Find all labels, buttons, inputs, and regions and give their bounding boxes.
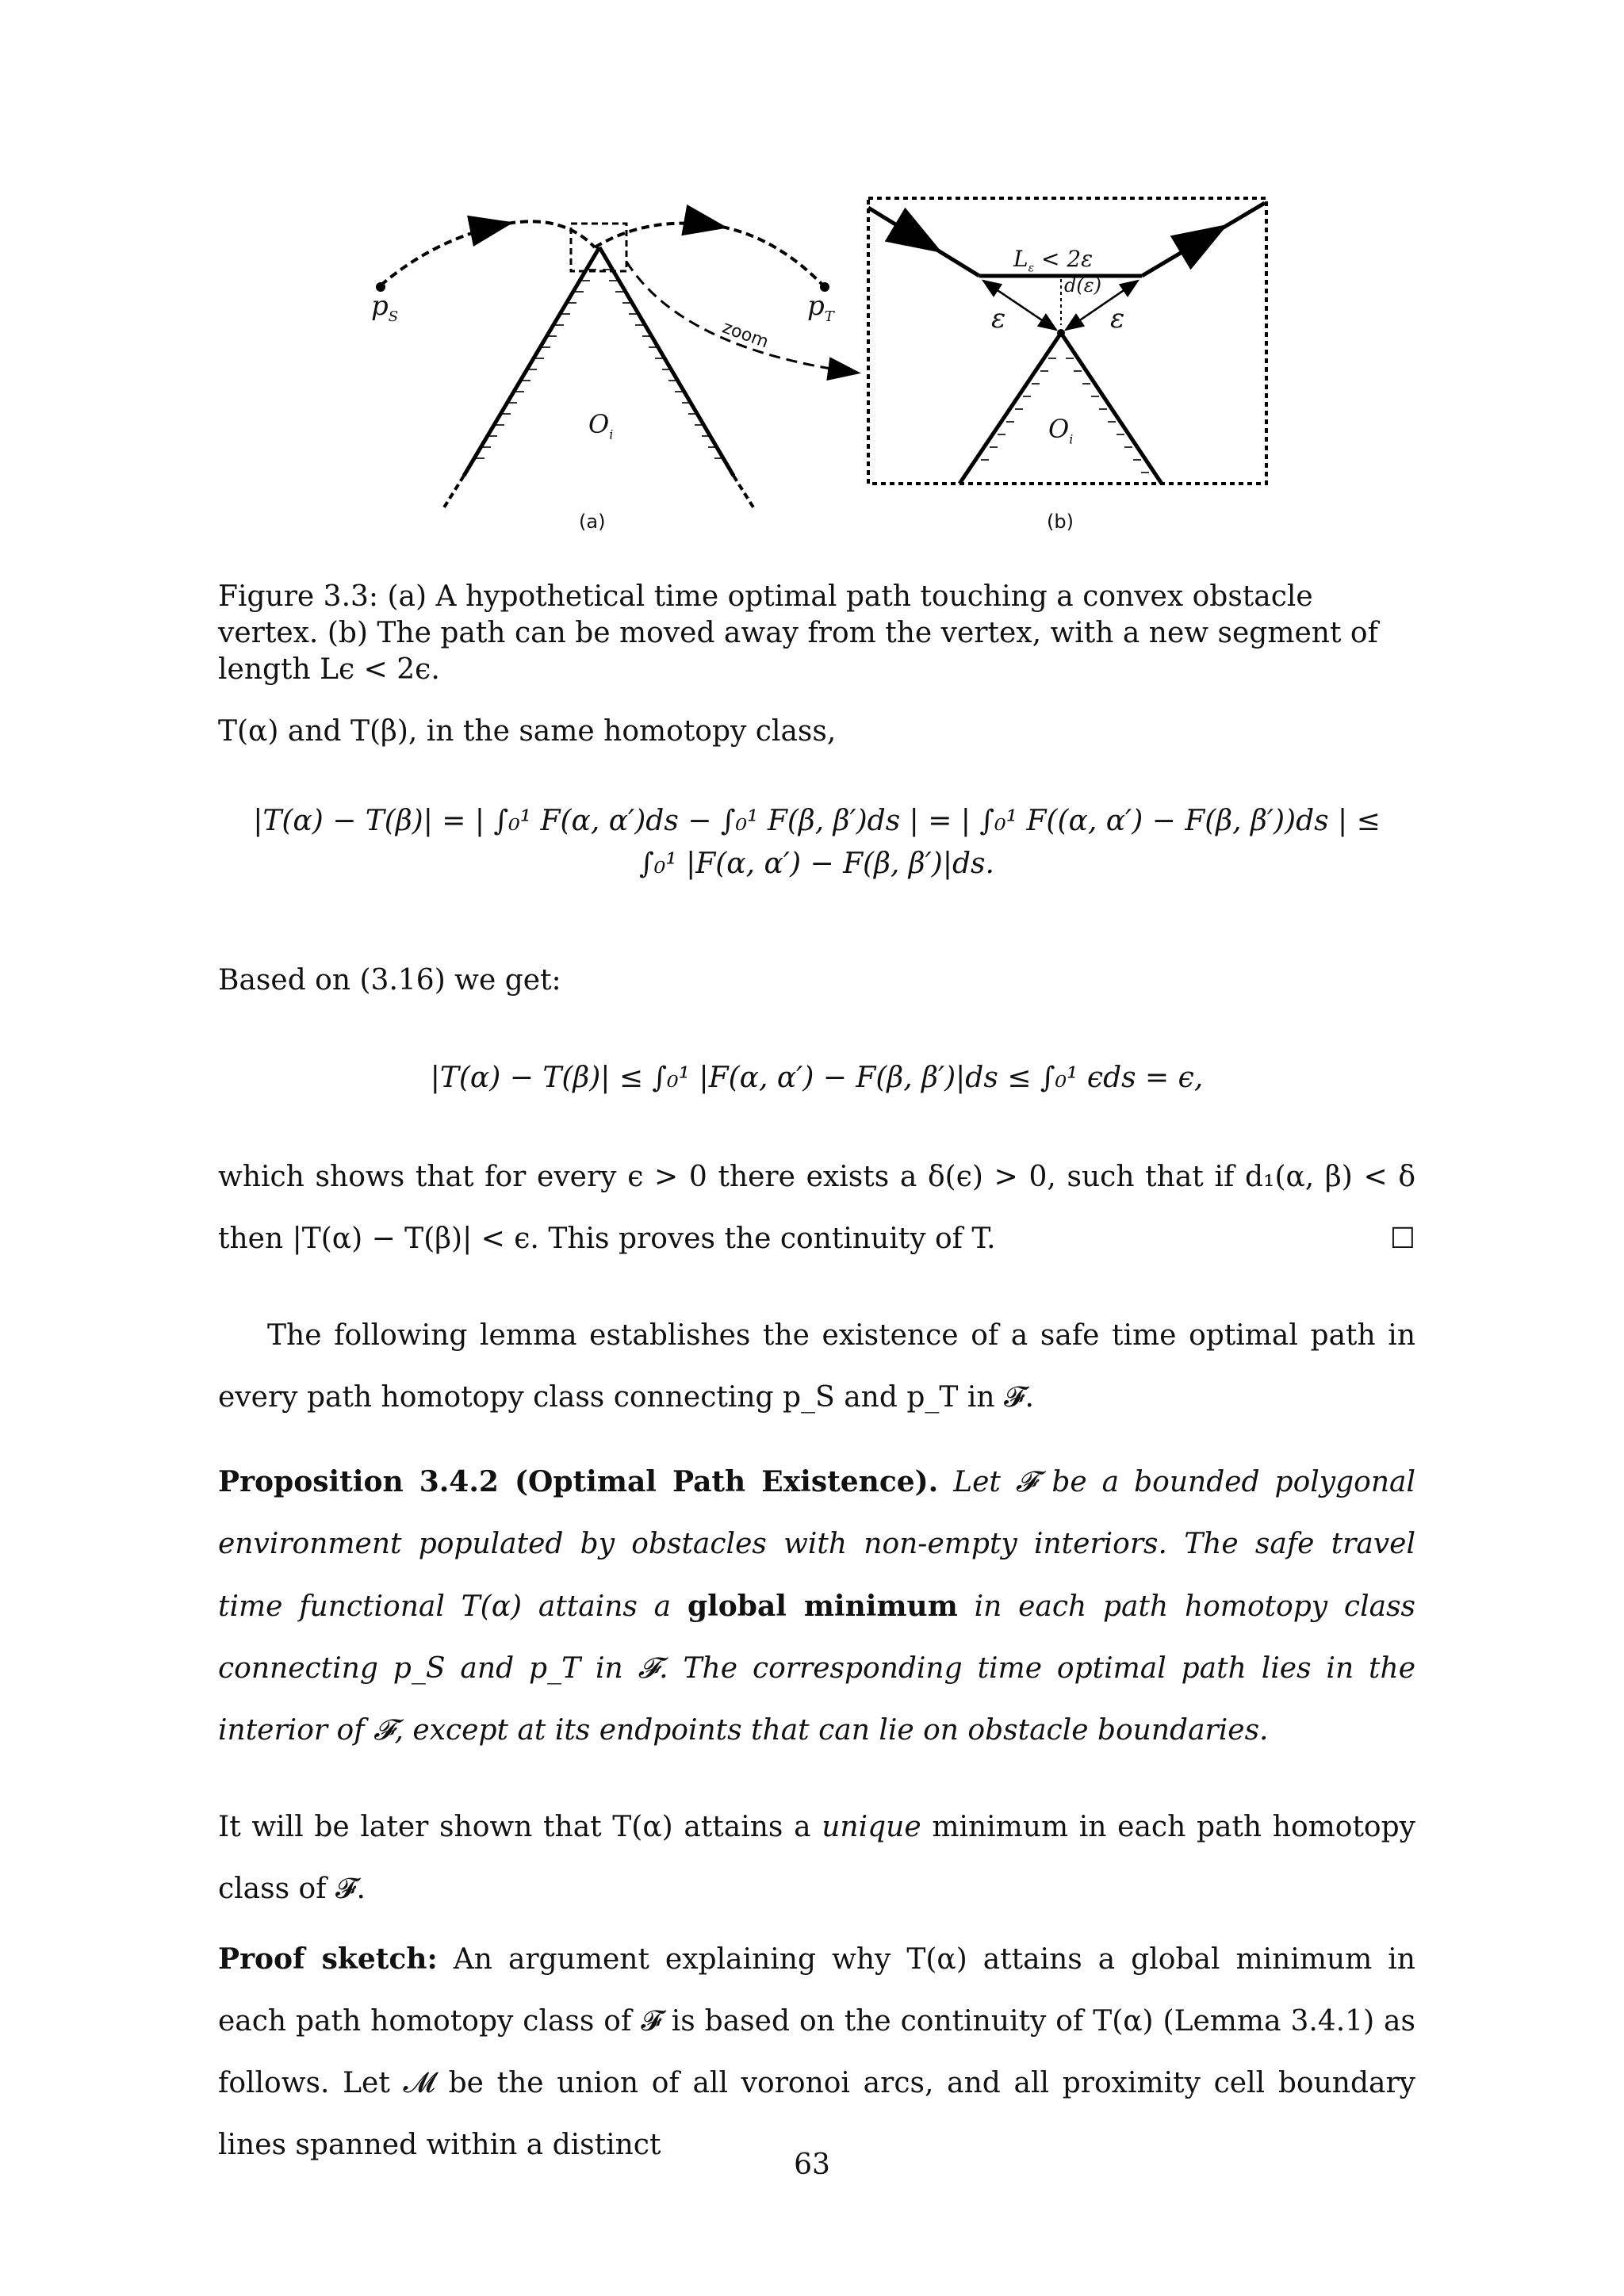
figure-drawing: [349, 190, 1285, 555]
text-unique-minimum: [218, 1797, 1415, 1920]
proposition-body-1: Let 𝓕 be a bounded polygonal environment populated by obstacles with non-empty interiors. The safe travel time functional T(α) attains a: [218, 1466, 1415, 1623]
continuity-text: which shows that for every ϵ > 0 there exists a δ(ϵ) > 0, such that if d₁(α, β) < δ then |T(α) − T(β)| < ϵ. This proves the continuity of T.: [218, 1161, 1416, 1255]
proof-title: Proof sketch:: [218, 1942, 438, 1976]
eps-right-label: ε: [1110, 303, 1125, 335]
text-homotopy: T(α) and T(β), in the same homotopy class,: [218, 715, 837, 748]
unique-text-1: It will be later shown that T(α) attains a: [218, 1811, 811, 1843]
proposition-bold-term: global minimum: [687, 1590, 958, 1623]
qed-symbol: ☐: [1389, 1223, 1415, 1255]
proposition-title: Proposition 3.4.2 (Optimal Path Existence).: [218, 1465, 939, 1498]
length-label: $L_\varepsilon < 2\varepsilon$: [1013, 246, 1094, 275]
d-eps-label: d(ε): [1064, 274, 1101, 297]
panel-a-label: (a): [579, 511, 606, 533]
proof-sketch: [218, 1928, 1415, 2176]
equation-1-line-1: |T(α) − T(β)| = | ∫₀¹ F(α, α′)ds − ∫₀¹ F(β, β′)ds | = | ∫₀¹ F((α, α′) − F(β, β′))ds | ≤: [253, 805, 1381, 837]
text-continuity: [218, 1146, 1415, 1270]
proposition-body-2: in each path homotopy class connecting p_S and p_T in 𝓕. The corresponding time optimal path lies in the interior of 𝓕, except at its endpoints that can lie on obstacle boundaries.: [218, 1590, 1416, 1747]
proposition-3-4-2: [218, 1451, 1415, 1762]
equation-1-line-2: ∫₀¹ |F(α, α′) − F(β, β′)|ds.: [639, 848, 994, 880]
ps-label: $p_S$: [371, 290, 399, 325]
equation-2: |T(α) − T(β)| ≤ ∫₀¹ |F(α, α′) − F(β, β′)|ds ≤ ∫₀¹ ϵds = ϵ,: [430, 1062, 1204, 1094]
zoom-label: zoom: [719, 317, 772, 353]
proof-body: An argument explaining why T(α) attains a global minimum in each path homotopy class of 𝓕 is based on the continuity of T(α) (Lemma 3.4.1) as follows. Let 𝓜 be the union of all voronoi arcs, and all proximity cell boundary lines spanned within a distinct: [218, 1943, 1415, 2161]
figure-3-3: [349, 190, 1285, 555]
page-number: 63: [794, 2149, 830, 2181]
pt-label: $p_T$: [807, 290, 834, 325]
obstacle-label-a: $O_i$: [588, 409, 614, 442]
figure-caption: Figure 3.3: (a) A hypothetical time optimal path touching a convex obstacle vertex. (b) The path can be moved away from the vertex, with a new segment of length Lϵ < 2ϵ.: [218, 580, 1378, 686]
panel-b-label: (b): [1047, 511, 1074, 533]
panel-a-drawing: [376, 221, 856, 507]
eps-left-label: ε: [991, 303, 1006, 335]
unique-text-2: minimum in each path homotopy class of 𝓕.: [218, 1811, 1415, 1905]
text-based-on: Based on (3.16) we get:: [218, 964, 561, 997]
obstacle-label-b: $O_i$: [1048, 414, 1074, 447]
text-following-lemma: The following lemma establishes the existence of a safe time optimal path in every path homotopy class connecting p_S and p_T in 𝓕.: [218, 1319, 1415, 1414]
unique-emphasis: unique: [822, 1811, 921, 1843]
